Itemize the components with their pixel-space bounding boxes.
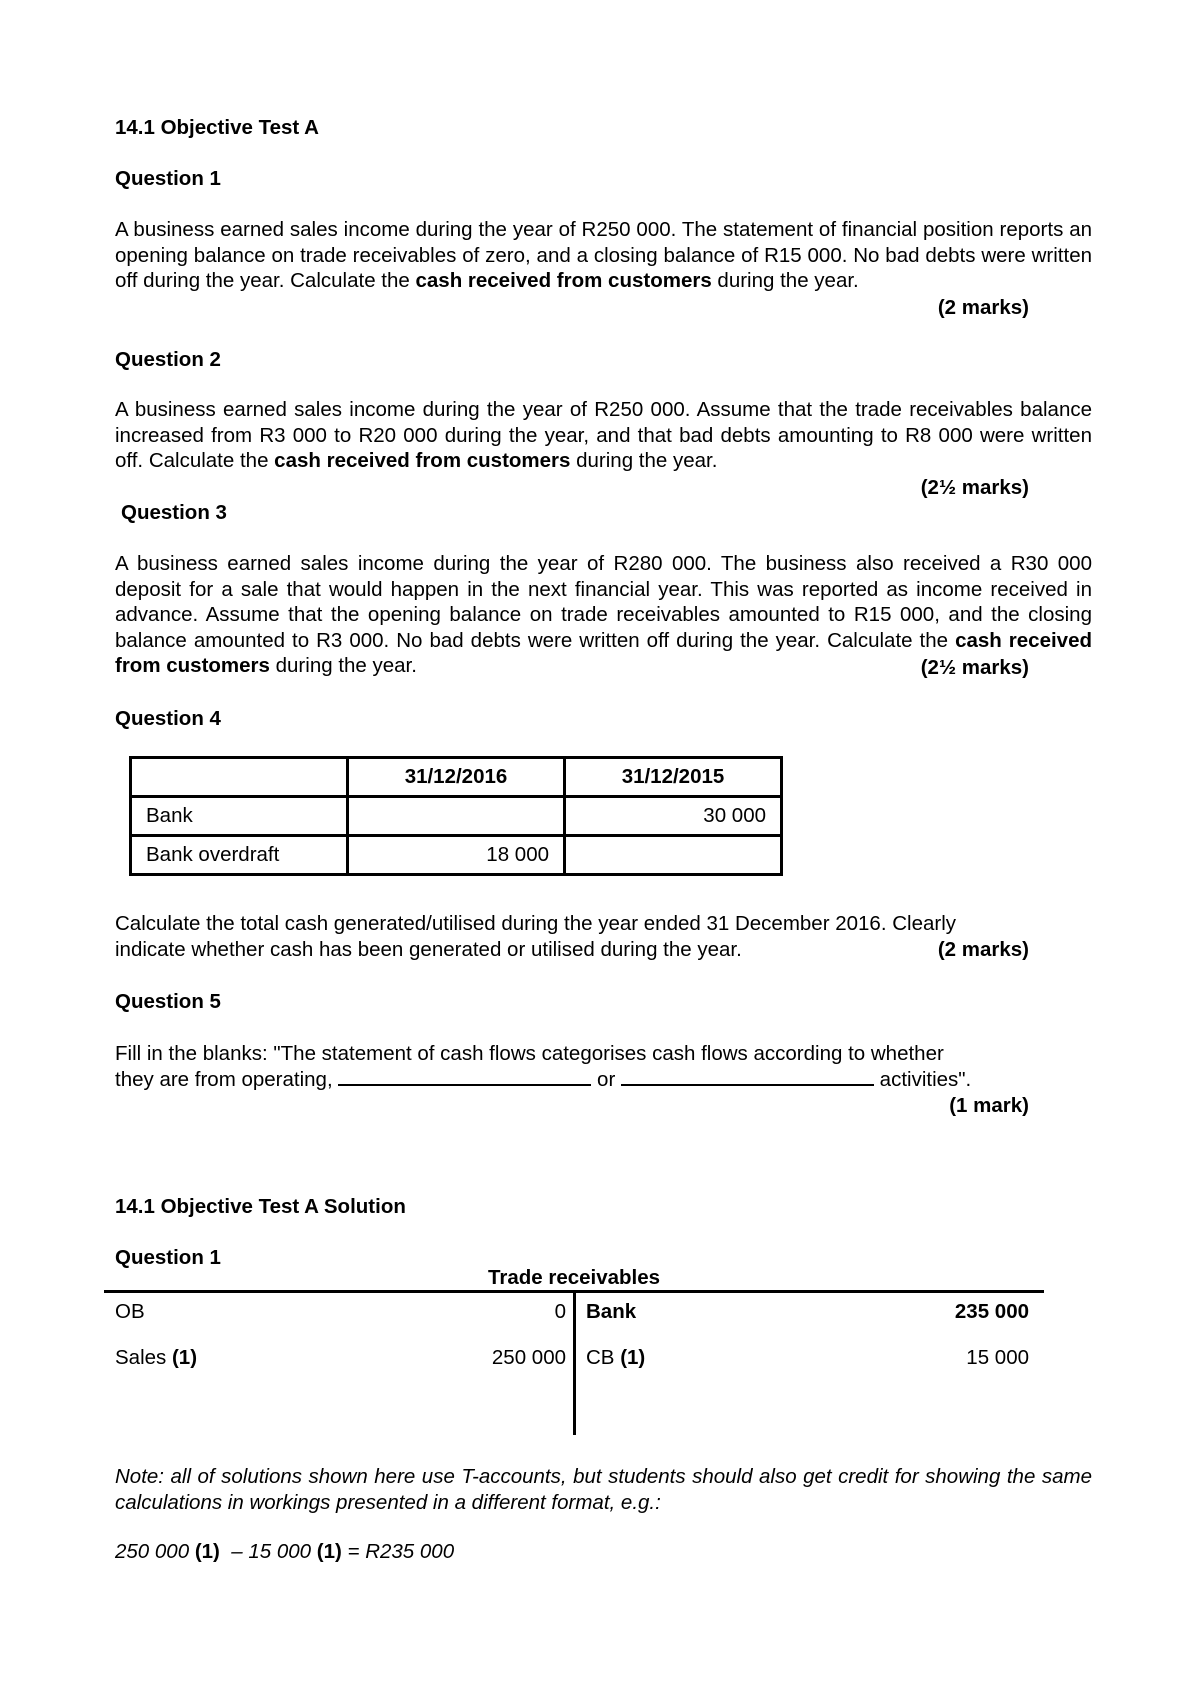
q5-line2-b: activities". [873, 1068, 972, 1091]
balance-table [129, 756, 783, 876]
credit-entry-label [586, 1346, 645, 1370]
q4-heading: Question 4 [115, 707, 221, 730]
q2-text-a: A business earned sales income during the year of R250 000. Assume that the trade receivables balance increased from R3 000 to R20 000 during the year, and that bad debts amounting to R8 000 were written off. Calculate the [115, 398, 1092, 472]
q2-marks: (2½ marks) [920, 476, 1029, 499]
q5-line1: Fill in the blanks: "The statement of cash flows categorises cash flows according to whether [115, 1042, 944, 1065]
blank-line [621, 1068, 874, 1086]
credit-entry-label [586, 1300, 636, 1324]
q3-marks: (2½ marks) [920, 656, 1029, 679]
q3-heading: Question 3 [121, 501, 227, 524]
table-cell [348, 797, 565, 836]
q1-text-b: during the year. [711, 269, 859, 292]
q2-text [115, 397, 1092, 474]
solution-calculation [115, 1540, 1092, 1564]
q2-text-b: during the year. [570, 449, 718, 472]
q2-heading: Question 2 [115, 348, 221, 371]
debit-entry-label [115, 1346, 197, 1370]
q5-marks: (1 mark) [949, 1094, 1029, 1117]
table-header-row [131, 758, 782, 797]
q1-text-a: A business earned sales income during the year of R250 000. The statement of financial position reports an opening balance on trade receivables of zero, and a closing balance of R15 000. No bad debts were written off during the year. Calculate the [115, 218, 1092, 292]
q1-text-bold: cash received from customers [415, 269, 712, 292]
q5-line2-a: they are from operating, [115, 1068, 339, 1091]
credit-entry-amount: 15 000 [966, 1346, 1029, 1369]
q4-marks: (2 marks) [937, 938, 1029, 961]
entry-label-text: Sales [115, 1346, 172, 1369]
table-header-cell: 31/12/2015 [565, 758, 782, 797]
q5-line2-or: or [591, 1068, 621, 1091]
q1-heading: Question 1 [115, 167, 221, 190]
entry-label-text: CB [586, 1346, 621, 1369]
table-header-cell: 31/12/2016 [348, 758, 565, 797]
t-account-vertical-rule [573, 1290, 576, 1435]
q3-text-b: during the year. [269, 654, 417, 677]
solution-note: Note: all of solutions shown here use T-accounts, but students should also get credit for showing the same calculations in workings presented in a different format, e.g.: [115, 1465, 1092, 1514]
calc-mark: (1) [194, 1540, 220, 1563]
q3-text-bold: cash received from customers [115, 628, 1093, 677]
calc-part: – 15 000 [219, 1540, 317, 1563]
q4-text-line2: indicate whether cash has been generated or utilised during the year. [115, 938, 742, 961]
q2-text-bold: cash received from customers [274, 449, 571, 472]
q1-marks: (2 marks) [937, 296, 1029, 319]
q5-heading: Question 5 [115, 990, 221, 1013]
q4-text-line1: Calculate the total cash generated/utilised during the year ended 31 December 2016. Clearly [115, 912, 957, 935]
table-header-cell [131, 758, 348, 797]
solution-q1-heading: Question 1 [115, 1246, 221, 1269]
solution-title: 14.1 Objective Test A Solution [115, 1195, 406, 1218]
t-account-title: Trade receivables [487, 1266, 661, 1289]
table-cell: 30 000 [565, 797, 782, 836]
test-title: 14.1 Objective Test A [115, 116, 319, 139]
credit-entry-amount: 235 000 [954, 1300, 1029, 1323]
table-row [131, 797, 782, 836]
table-cell: 18 000 [348, 836, 565, 875]
table-cell: Bank [131, 797, 348, 836]
entry-label-text: OB [115, 1300, 145, 1323]
calc-mark: (1) [316, 1540, 342, 1563]
table-cell: Bank overdraft [131, 836, 348, 875]
entry-label-text: Bank [586, 1300, 637, 1323]
q1-text [115, 217, 1092, 294]
debit-entry-amount: 250 000 [491, 1346, 566, 1369]
q5-line2 [115, 1068, 1092, 1092]
table-row [131, 836, 782, 875]
entry-mark: (1) [171, 1346, 198, 1369]
debit-entry-label [115, 1300, 145, 1324]
calc-part: = R235 000 [341, 1540, 455, 1563]
entry-mark: (1) [620, 1346, 646, 1369]
calc-part: 250 000 [115, 1540, 195, 1563]
q3-text-a: A business earned sales income during the year of R280 000. The business also received a R30 000 deposit for a sale that would happen in the next financial year. This was reported as income received in advance. Assume that the opening balance on trade receivables amounted to R15 000, and the closing balance amounted to R3 000. No bad debts were written off during the year. Calculate the [115, 552, 1092, 652]
debit-entry-amount: 0 [554, 1300, 566, 1323]
blank-line [338, 1068, 591, 1086]
table-cell [565, 836, 782, 875]
